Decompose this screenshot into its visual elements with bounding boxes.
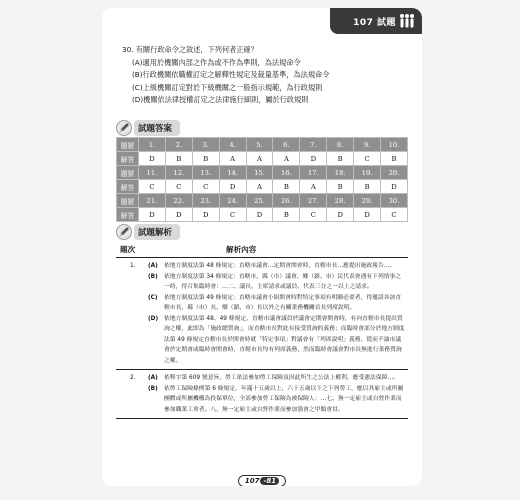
question-number: 20. <box>381 166 408 180</box>
answer-cell: B <box>327 152 354 166</box>
explanation-row <box>116 258 408 370</box>
answer-cell: A <box>273 152 300 166</box>
explanation-row-number: 1. <box>130 263 136 269</box>
answer-cell: D <box>139 208 166 222</box>
question-number: 28. <box>327 194 354 208</box>
pencil-icon <box>116 224 132 240</box>
explanation-item-text: 依勞工保險條例第 6 條規定，年滿十五歲以上，六十五歲以下之下列勞工，應以其雇主或所屬團體或所屬機構為投保單位，全部參加勞工保險為被保險人：…七、無一定雇主或自營作業而參加職業工會者。八、無一定雇主或自營作業而參加漁會之甲類會員。 <box>164 385 404 413</box>
question-number: 8. <box>327 138 354 152</box>
question-30 <box>122 44 412 107</box>
pencil-icon <box>116 120 132 136</box>
question-number: 15. <box>246 166 273 180</box>
question-number: 2. <box>165 138 192 152</box>
row-label-answer: 解答 <box>117 208 139 222</box>
question-number: 4. <box>219 138 246 152</box>
answer-cell: D <box>381 180 408 194</box>
question-number: 17. <box>300 166 327 180</box>
answer-cell: A <box>246 152 273 166</box>
answer-cell: C <box>354 152 381 166</box>
question-option-b: (B)行政機關依職權訂定之解釋性規定及裁量基準，為法規命令 <box>132 70 330 80</box>
question-number: 22. <box>165 194 192 208</box>
answers-answer-row <box>117 180 408 194</box>
answer-cell: C <box>165 180 192 194</box>
page-footer <box>102 468 422 486</box>
answer-cell: B <box>381 152 408 166</box>
page-header-tab <box>330 8 422 34</box>
explanation-row-number: 2. <box>130 375 136 381</box>
row-label-answer: 解答 <box>117 152 139 166</box>
answer-cell: B <box>165 152 192 166</box>
explanation-item-text: 依地方制度法第 48 條規定：直轄市議會…定期會開會時，直轄市長…應提出施政報告…。 <box>164 263 396 269</box>
explanation-item <box>148 373 406 384</box>
answers-answer-row <box>117 208 408 222</box>
answer-cell: A <box>219 152 246 166</box>
answer-cell: C <box>192 180 219 194</box>
page-number-right: -81 <box>260 477 279 485</box>
answer-cell: A <box>246 180 273 194</box>
question-option-c: (C)上級機關訂定對於下級機關之一般指示規範，為行政規則 <box>132 82 323 92</box>
answer-cell: D <box>354 208 381 222</box>
question-number: 29. <box>354 194 381 208</box>
explanation-item <box>148 384 406 416</box>
question-number: 3. <box>192 138 219 152</box>
question-number: 21. <box>139 194 166 208</box>
question-number: 11. <box>139 166 166 180</box>
answer-cell: C <box>300 208 327 222</box>
page-header-label: 107 試題 <box>353 18 396 28</box>
question-number: 6. <box>273 138 300 152</box>
explanation-section-heading <box>116 224 180 240</box>
explanation-row <box>116 370 408 419</box>
answer-cell: B <box>273 180 300 194</box>
answer-cell: C <box>381 208 408 222</box>
answer-cell: C <box>139 180 166 194</box>
answers-number-row <box>117 166 408 180</box>
explanation-item-label: (A) <box>148 263 158 269</box>
answer-cell: A <box>300 180 327 194</box>
explanation-table-header <box>116 244 408 257</box>
explanation-item-label: (D) <box>148 315 159 322</box>
answer-cell: B <box>192 152 219 166</box>
explanation-item-label: (C) <box>148 294 158 301</box>
question-number: 1. <box>139 138 166 152</box>
answer-cell: D <box>192 208 219 222</box>
answer-cell: D <box>300 152 327 166</box>
answer-cell: B <box>354 180 381 194</box>
column-header-number: 題次 <box>120 245 136 254</box>
answer-cell: D <box>246 208 273 222</box>
question-number: 23. <box>192 194 219 208</box>
answers-section-title: 試題答案 <box>134 120 180 136</box>
question-option-a: (A)適用於機關內部之作為或不作為準則，為法規命令 <box>132 57 301 67</box>
answers-number-row <box>117 138 408 152</box>
page-number-badge <box>238 475 286 486</box>
question-number: 7. <box>300 138 327 152</box>
explanation-item <box>148 314 406 367</box>
question-number: 10. <box>381 138 408 152</box>
people-icon <box>398 13 416 29</box>
question-option-d: (D)機關依法律授權訂定之法律施行細則，屬於行政規則 <box>132 95 309 105</box>
answers-number-row <box>117 194 408 208</box>
question-number: 13. <box>192 166 219 180</box>
question-number: 5. <box>246 138 273 152</box>
explanation-item-label: (B) <box>148 273 158 280</box>
question-number: 30. <box>381 194 408 208</box>
answer-cell: B <box>273 208 300 222</box>
question-number: 25. <box>246 194 273 208</box>
answer-cell: B <box>327 180 354 194</box>
question-number: 9. <box>354 138 381 152</box>
answer-cell: D <box>219 180 246 194</box>
question-number: 14. <box>219 166 246 180</box>
explanation-item <box>148 272 406 293</box>
explanation-item-text: 依地方制度法第 48、49 條規定，直轄市議會議員於議會定期會開會時，有向直轄市長提出質詢之權，此即為「施政總質詢」，而直轄市長對此有接受質詢的義務；而臨時會部分於地方制度法第 49 條規定直轄市長於開會時就「特定事項」對議會有「列席說明」義務，從而不論市議會於定期會或臨時會開會時，直轄市長均有列席義務，然而臨時會議會對市長無進行業務質詢之權。 <box>164 315 405 364</box>
question-number: 16. <box>273 166 300 180</box>
row-label-answer: 解答 <box>117 180 139 194</box>
row-label-number: 題號 <box>117 194 139 208</box>
answer-cell: D <box>327 208 354 222</box>
column-header-content: 解析內容 <box>226 245 257 254</box>
question-number: 24. <box>219 194 246 208</box>
explanation-item-label: (A) <box>148 375 158 381</box>
explanation-table <box>116 257 408 419</box>
question-number: 18. <box>327 166 354 180</box>
answer-cell: D <box>165 208 192 222</box>
question-number: 12. <box>165 166 192 180</box>
explanation-item <box>148 261 406 272</box>
explanation-item-text: 依地方制度法第 34 條規定：直轄市、縣（市）議會、鄉（鎮、市）民代表會遇有下列情事之一時，得召集臨時會：…二、議長、主席請求或議員、代表三分之一以上之請求。 <box>164 273 402 290</box>
answer-cell: C <box>219 208 246 222</box>
question-number: 27. <box>300 194 327 208</box>
answers-table <box>116 137 408 222</box>
answers-answer-row <box>117 152 408 166</box>
explanation-section-title: 試題解析 <box>134 224 180 240</box>
answers-section-heading <box>116 120 180 136</box>
explanation-item-text: 依釋字第 609 號意旨，勞工依法參加勞工保險及因此所生之公法上權利，應受憲法保障…。 <box>164 375 400 381</box>
row-label-number: 題號 <box>117 138 139 152</box>
question-number: 19. <box>354 166 381 180</box>
row-label-number: 題號 <box>117 166 139 180</box>
book-page <box>102 8 422 486</box>
explanation-item-text: 依地方制度法第 49 條規定：直轄市議會小組開會時對特定事項有明瞭必要者，得邀請各該直轄市長、縣（市）長、鄉（鎮、市）長以外之有關業務機關首長列席說明。 <box>164 294 402 311</box>
page-number-left: 107 <box>244 477 260 485</box>
question-number: 26. <box>273 194 300 208</box>
explanation-item <box>148 293 406 314</box>
answer-cell: D <box>139 152 166 166</box>
question-stem: 30. 有關行政命令之敘述，下列何者正確？ <box>122 45 258 54</box>
explanation-item-label: (B) <box>148 385 158 392</box>
